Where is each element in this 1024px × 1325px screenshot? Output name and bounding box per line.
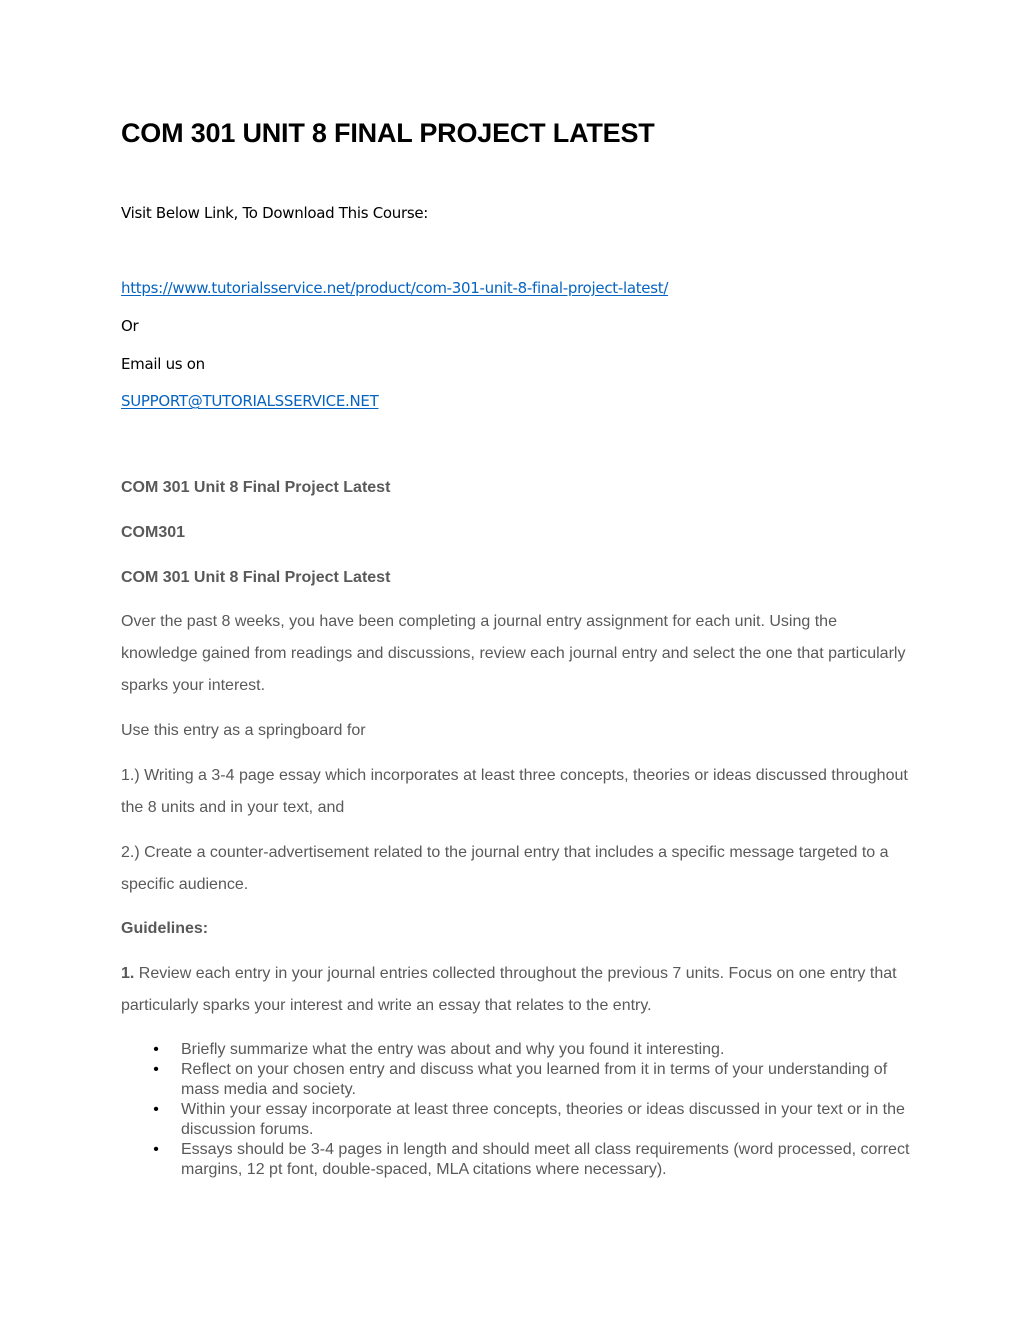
guideline-bullet-list (150, 1040, 910, 1180)
list-item-text: Within your essay incorporate at least three concepts, theories or ideas discussed in your text or in the discussion forums. (181, 1101, 905, 1138)
list-item-text: Essays should be 3-4 pages in length and should meet all class requirements (word processed, correct margins, 12 pt font, double-spaced, MLA citations where necessary). (181, 1141, 910, 1178)
email-prompt: Email us on (121, 355, 205, 373)
list-item (150, 1140, 910, 1180)
course-code: COM301 (121, 524, 186, 541)
list-item-text: Reflect on your chosen entry and discuss what you learned from it in terms of your understanding of mass media and society. (181, 1061, 888, 1098)
requirement-item-2: 2.) Create a counter-advertisement related to the journal entry that includes a specific message targeted to a specific audience. (121, 844, 889, 893)
list-item-text: Briefly summarize what the entry was about and why you found it interesting. (181, 1041, 725, 1058)
section-heading: COM 301 Unit 8 Final Project Latest (121, 479, 391, 496)
guidelines-heading-text: Guidelines: (121, 920, 209, 937)
intro-paragraph: Over the past 8 weeks, you have been completing a journal entry assignment for each unit. Using the knowledge gained from readings and discussions, review each journal entry and select the one that particularly sparks your interest. (121, 613, 906, 694)
list-item (150, 1040, 910, 1060)
subheading: COM 301 Unit 8 Final Project Latest (121, 569, 391, 586)
bullet-icon: • (153, 1061, 159, 1078)
bullet-icon: • (153, 1041, 159, 1058)
intro-text: Visit Below Link, To Download This Course: (121, 204, 429, 222)
guideline-1-text: Review each entry in your journal entries collected throughout the previous 7 units. Focus on one entry that particularly sparks your interest and write an essay that relates to the entry. (121, 965, 897, 1014)
or-text: Or (121, 317, 139, 335)
email-link[interactable]: SUPPORT@TUTORIALSSERVICE.NET (121, 392, 379, 410)
bullet-icon: • (153, 1141, 159, 1158)
document-title: COM 301 UNIT 8 FINAL PROJECT LATEST (121, 118, 655, 148)
guideline-1 (121, 958, 911, 1022)
springboard-text: Use this entry as a springboard for (121, 722, 366, 739)
bullet-icon: • (153, 1101, 159, 1118)
guidelines-heading (121, 913, 911, 945)
product-link[interactable]: https://www.tutorialsservice.net/product/com-301-unit-8-final-project-latest/ (121, 279, 669, 297)
guideline-1-number: 1. (121, 965, 135, 982)
list-item (150, 1060, 910, 1100)
list-item (150, 1100, 910, 1140)
requirement-item-1: 1.) Writing a 3-4 page essay which incorporates at least three concepts, theories or ideas discussed throughout the 8 units and in your text, and (121, 767, 908, 816)
